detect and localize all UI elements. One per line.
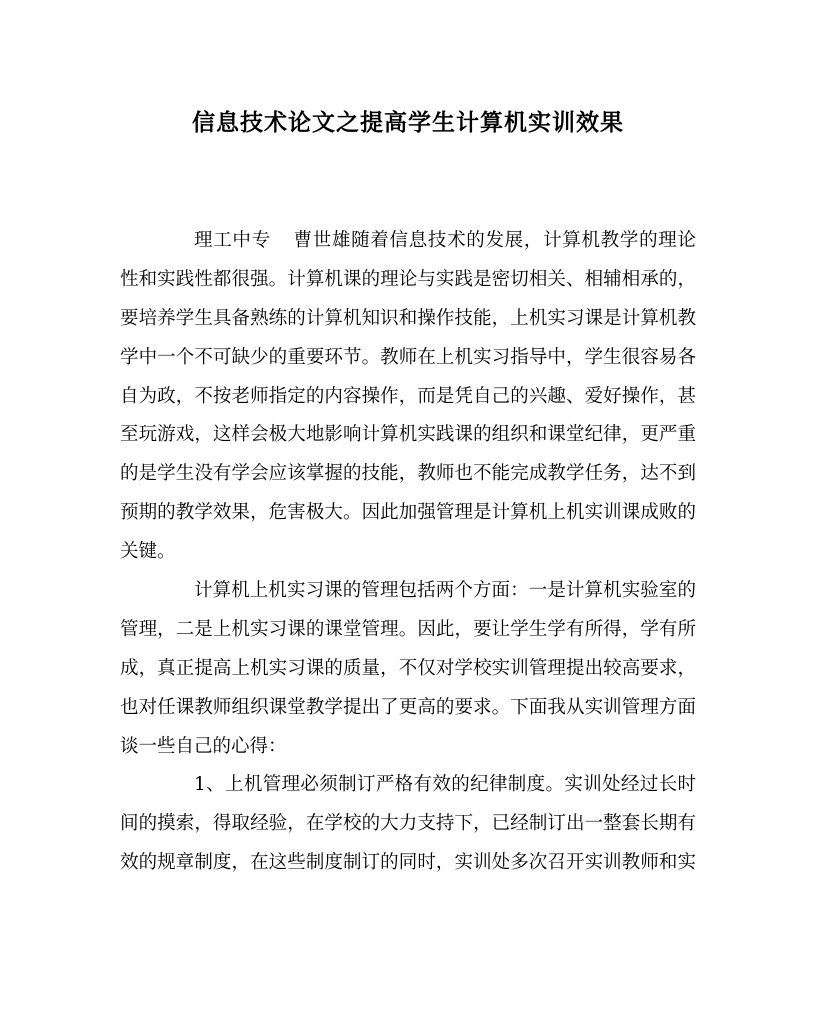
text-line: 的是学生没有学会应该掌握的技能，教师也不能完成教学任务，达不到 (120, 463, 696, 485)
text-line: 要培养学生具备熟练的计算机知识和操作技能，上机实习课是计算机教 (120, 307, 696, 329)
text-line: 也对任课教师组织课堂教学提出了更高的要求。下面我从实训管理方面 (120, 696, 696, 718)
paragraph-line (120, 222, 696, 261)
text-line: 成，真正提高上机实习课的质量，不仅对学校实训管理提出较高要求， (120, 657, 696, 679)
text-line: 管理，二是上机实习课的课堂管理。因此，要让学生学有所得，学有所 (120, 618, 696, 640)
text-line: 性和实践性都很强。计算机课的理论与实践是密切相关、相辅相承的， (120, 268, 696, 290)
text-line: 学中一个不可缺少的重要环节。教师在上机实习指导中，学生很容易各 (120, 346, 696, 368)
text-line: 计算机上机实习课的管理包括两个方面：一是计算机实验室的 (194, 580, 696, 602)
text-line: 谈一些自己的心得： (120, 735, 287, 757)
text-line: 效的规章制度，在这些制度制订的同时，实训处多次召开实训教师和实 (120, 852, 696, 874)
text-line: 至玩游戏，这样会极大地影响计算机实践课的组织和课堂纪律，更严重 (120, 424, 696, 446)
author-affiliation: 理工中专 (194, 230, 271, 251)
document-title: 信息技术论文之提高学生计算机实训效果 (192, 109, 624, 136)
document-body (120, 222, 696, 883)
text-line: 曹世雄随着信息技术的发展，计算机教学的理论 (292, 230, 696, 251)
text-line: 预期的教学效果，危害极大。因此加强管理是计算机上机实训课成败的 (120, 502, 696, 524)
text-line: 1、上机管理必须制订严格有效的纪律制度。实训处经过长时 (194, 774, 696, 796)
text-line: 间的摸索，得取经验，在学校的大力支持下，已经制订出一整套长期有 (120, 813, 696, 835)
text-line: 自为政，不按老师指定的内容操作，而是凭自己的兴趣、爱好操作，甚 (120, 385, 696, 407)
text-line: 关键。 (120, 541, 176, 563)
